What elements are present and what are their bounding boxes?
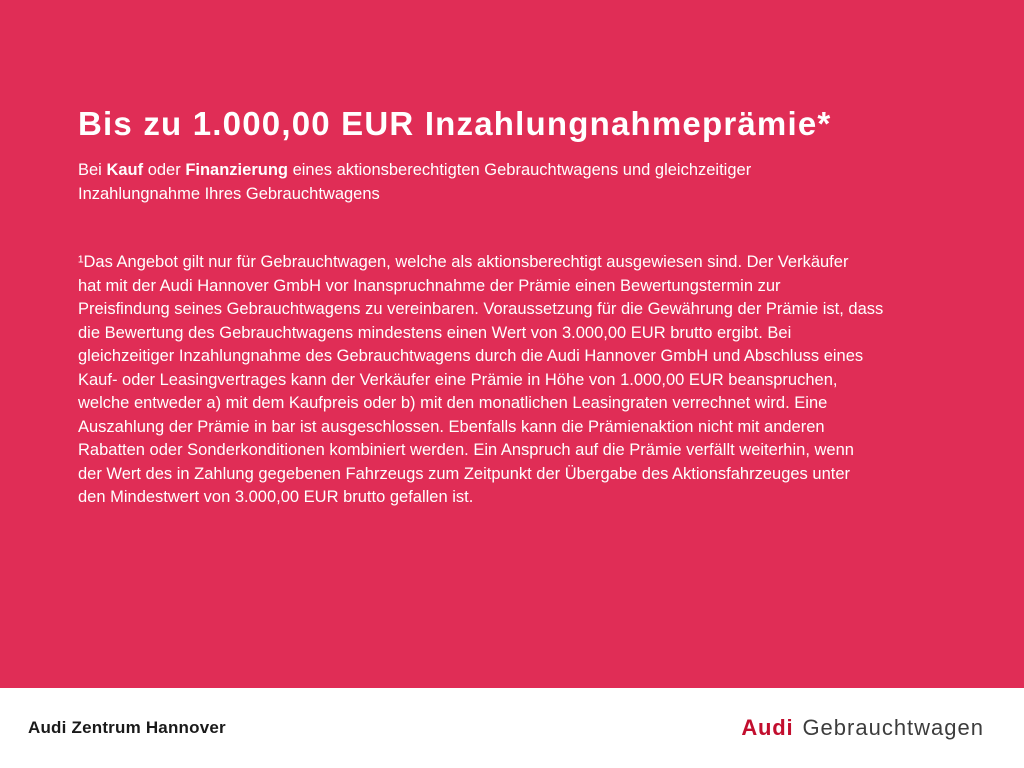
disclaimer-line: welche entweder a) mit dem Kaufpreis oder b) mit den monatlichen Leasingraten verrechnet wird. Eine: [78, 394, 828, 412]
disclaimer-line: der Wert des in Zahlung gegebenen Fahrzeugs zum Zeitpunkt der Übergabe des Aktionsfahrzeuges unter: [78, 464, 850, 483]
headline: Bis zu 1.000,00 EUR Inzahlungnahmeprämie*: [78, 105, 832, 142]
audi-wordmark: Audi: [741, 715, 794, 740]
footer: [0, 688, 1024, 768]
disclaimer-line: hat mit der Audi Hannover GmbH vor Inanspruchnahme der Prämie einen Bewertungstermin zur: [78, 276, 781, 295]
subhead-line2: Inzahlungnahme Ihres Gebrauchtwagens: [78, 184, 380, 203]
disclaimer-line: Auszahlung der Prämie in bar ist ausgeschlossen. Ebenfalls kann die Prämienaktion nicht mit anderen: [78, 417, 825, 436]
subhead-bold-kauf: Kauf: [106, 161, 144, 179]
disclaimer-line: die Bewertung des Gebrauchtwagens mindestens einen Wert von 3.000,00 EUR brutto ergibt. Bei: [78, 323, 792, 342]
gebrauchtwagen-label: Gebrauchtwagen: [802, 715, 984, 740]
disclaimer-line: Kauf- oder Leasingvertrages kann der Verkäufer eine Prämie in Höhe von 1.000,00 EUR beanspruchen,: [78, 370, 838, 389]
disclaimer-line: Rabatten oder Sonderkonditionen kombiniert werden. Ein Anspruch auf die Prämie verfällt weiterhin, wenn: [78, 441, 854, 459]
subhead-text-pre: Bei: [78, 161, 107, 179]
audi-gebrauchtwagen-logo: [741, 717, 984, 739]
disclaimer-line: ¹Das Angebot gilt nur für Gebrauchtwagen, welche als aktionsberechtigt ausgewiesen sind. Der Verkäufer: [78, 253, 849, 271]
subheadline: [78, 159, 938, 206]
subhead-text-mid: oder: [143, 161, 186, 179]
dealer-name: Audi Zentrum Hannover: [28, 718, 226, 737]
disclaimer-line: den Mindestwert von 3.000,00 EUR brutto gefallen ist.: [78, 488, 474, 506]
disclaimer-line: Preisfindung seines Gebrauchtwagens zu vereinbaren. Voraussetzung für die Gewährung der Prämie ist, dass: [78, 300, 884, 318]
subhead-bold-finanzierung: Finanzierung: [185, 161, 288, 179]
subhead-text-rest: eines aktionsberechtigten Gebrauchtwagens und gleichzeitiger: [287, 161, 752, 179]
disclaimer-text: [78, 251, 883, 510]
disclaimer-line: gleichzeitiger Inzahlungnahme des Gebrauchtwagens durch die Audi Hannover GmbH und Abschluss eines: [78, 347, 864, 365]
